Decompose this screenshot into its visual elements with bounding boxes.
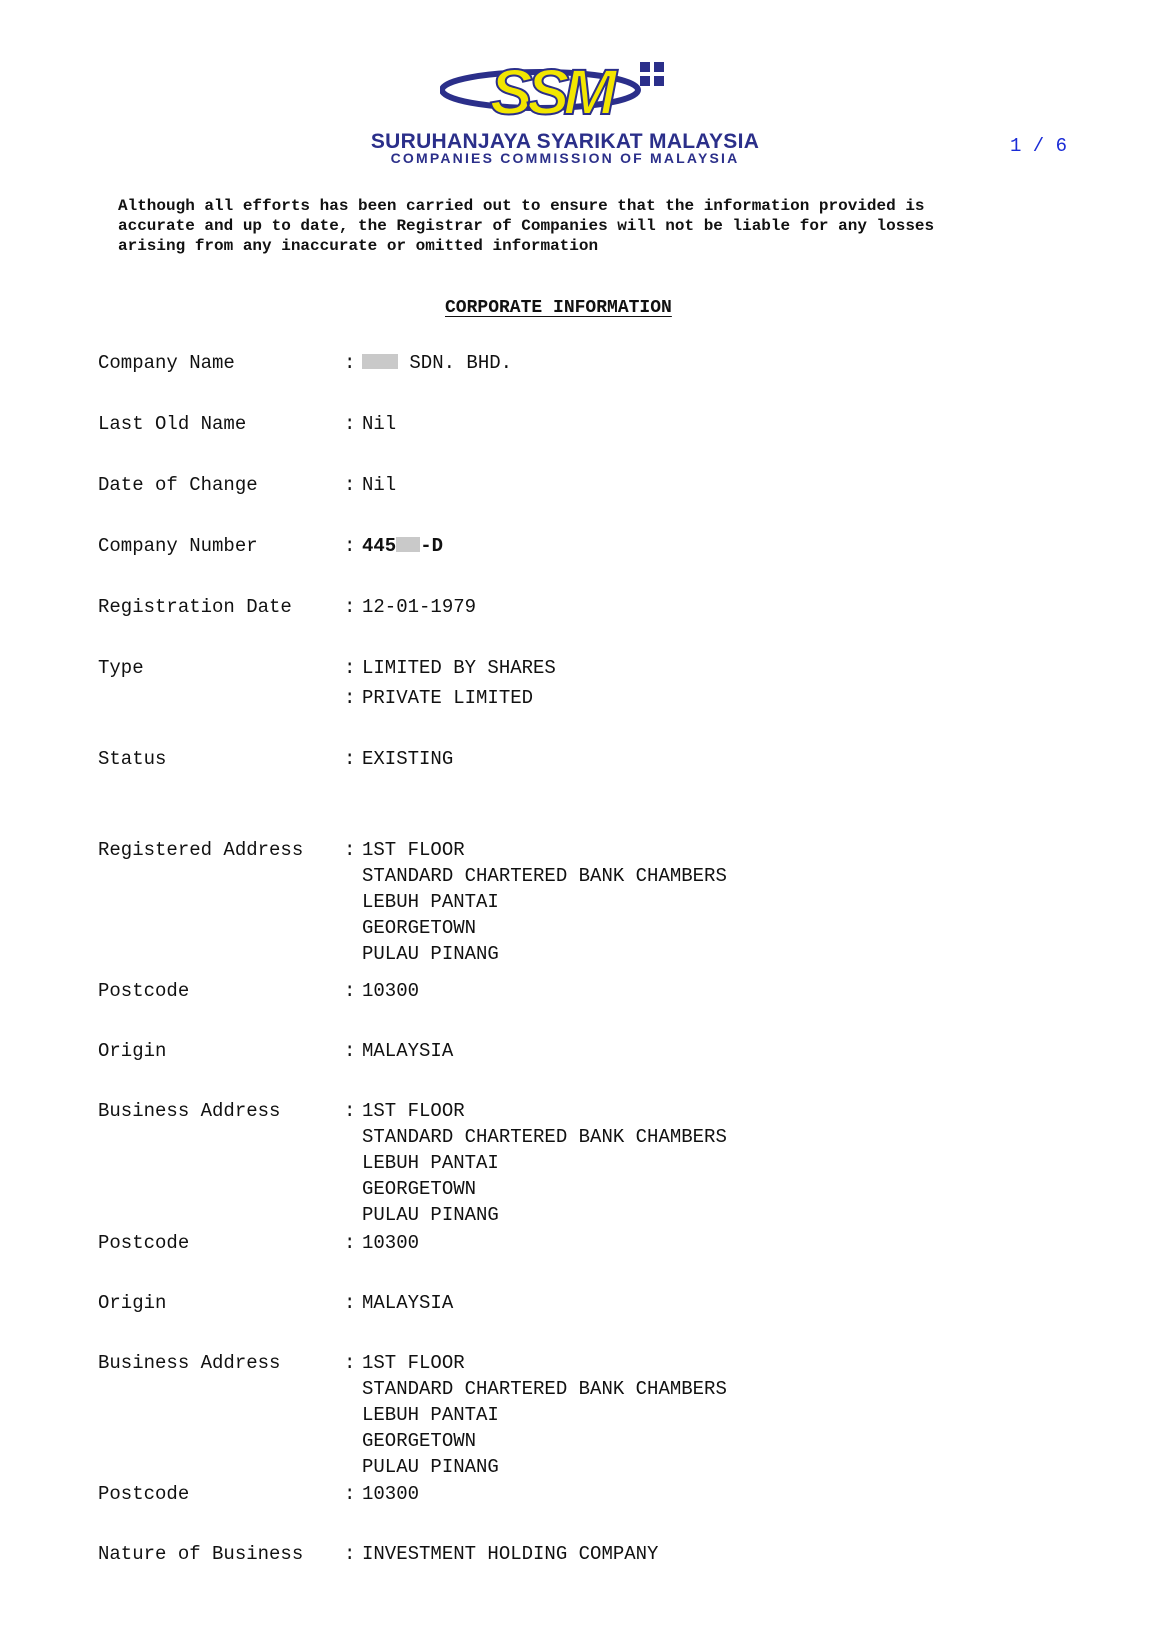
- field-value: PRIVATE LIMITED: [362, 687, 534, 709]
- field-value: INVESTMENT HOLDING COMPANY: [362, 1543, 659, 1565]
- address-line: STANDARD CHARTERED BANK CHAMBERS: [362, 865, 727, 887]
- address-line: GEORGETOWN: [362, 917, 477, 939]
- field-label: Registration Date: [98, 596, 292, 618]
- org-name-malay: SURUHANJAYA SYARIKAT MALAYSIA: [370, 130, 760, 153]
- address-line: PULAU PINANG: [362, 1456, 499, 1478]
- address-line: LEBUH PANTAI: [362, 891, 499, 913]
- disclaimer-line: arising from any inaccurate or omitted information: [118, 237, 599, 255]
- field-value: 445 -D: [362, 535, 444, 557]
- address-line: PULAU PINANG: [362, 943, 499, 965]
- field-value: 10300: [362, 1483, 420, 1505]
- address-line: LEBUH PANTAI: [362, 1152, 499, 1174]
- org-name-english: COMPANIES COMMISSION OF MALAYSIA: [390, 150, 740, 166]
- field-label: Nature of Business: [98, 1543, 304, 1565]
- field-label: Company Name: [98, 352, 235, 374]
- field-label: Postcode: [98, 1232, 190, 1254]
- field-value: 12-01-1979: [362, 596, 477, 618]
- address-line: STANDARD CHARTERED BANK CHAMBERS: [362, 1378, 727, 1400]
- logo-wordmark: SSM: [490, 56, 611, 126]
- field-label: Status: [98, 748, 167, 770]
- field-label: Postcode: [98, 980, 190, 1002]
- field-value: Nil: [362, 474, 397, 496]
- field-label: Last Old Name: [98, 413, 247, 435]
- redaction-block: [362, 354, 398, 369]
- field-label: Business Address: [98, 1352, 281, 1374]
- field-label: Postcode: [98, 1483, 190, 1505]
- address-line: 1ST FLOOR: [362, 1352, 465, 1374]
- document-title: CORPORATE INFORMATION: [445, 298, 672, 318]
- address-line: STANDARD CHARTERED BANK CHAMBERS: [362, 1126, 727, 1148]
- field-value: Nil: [362, 413, 397, 435]
- ssm-logo: [440, 48, 690, 126]
- disclaimer: [118, 196, 934, 256]
- field-label: Type: [98, 657, 144, 679]
- address-line: 1ST FLOOR: [362, 839, 465, 861]
- field-label: Business Address: [98, 1100, 281, 1122]
- address-line: PULAU PINANG: [362, 1204, 499, 1226]
- disclaimer-line: accurate and up to date, the Registrar of Companies will not be liable for any losses: [118, 217, 935, 235]
- address-line: GEORGETOWN: [362, 1178, 477, 1200]
- field-label: Date of Change: [98, 474, 258, 496]
- address-line: LEBUH PANTAI: [362, 1404, 499, 1426]
- disclaimer-line: Although all efforts has been carried out to ensure that the information provided is: [118, 197, 925, 215]
- field-value: LIMITED BY SHARES: [362, 657, 556, 679]
- field-value: 10300: [362, 1232, 420, 1254]
- field-label: Origin: [98, 1292, 167, 1314]
- page-indicator: 1 / 6: [1010, 135, 1068, 157]
- field-value: MALAYSIA: [362, 1292, 454, 1314]
- field-value: EXISTING: [362, 748, 454, 770]
- field-value: 10300: [362, 980, 420, 1002]
- field-label: Company Number: [98, 535, 258, 557]
- field-value: SDN. BHD.: [362, 350, 512, 376]
- field-label: Registered Address: [98, 839, 304, 861]
- redaction-block: [396, 537, 420, 552]
- address-line: GEORGETOWN: [362, 1430, 477, 1452]
- address-line: 1ST FLOOR: [362, 1100, 465, 1122]
- field-value: MALAYSIA: [362, 1040, 454, 1062]
- field-label: Origin: [98, 1040, 167, 1062]
